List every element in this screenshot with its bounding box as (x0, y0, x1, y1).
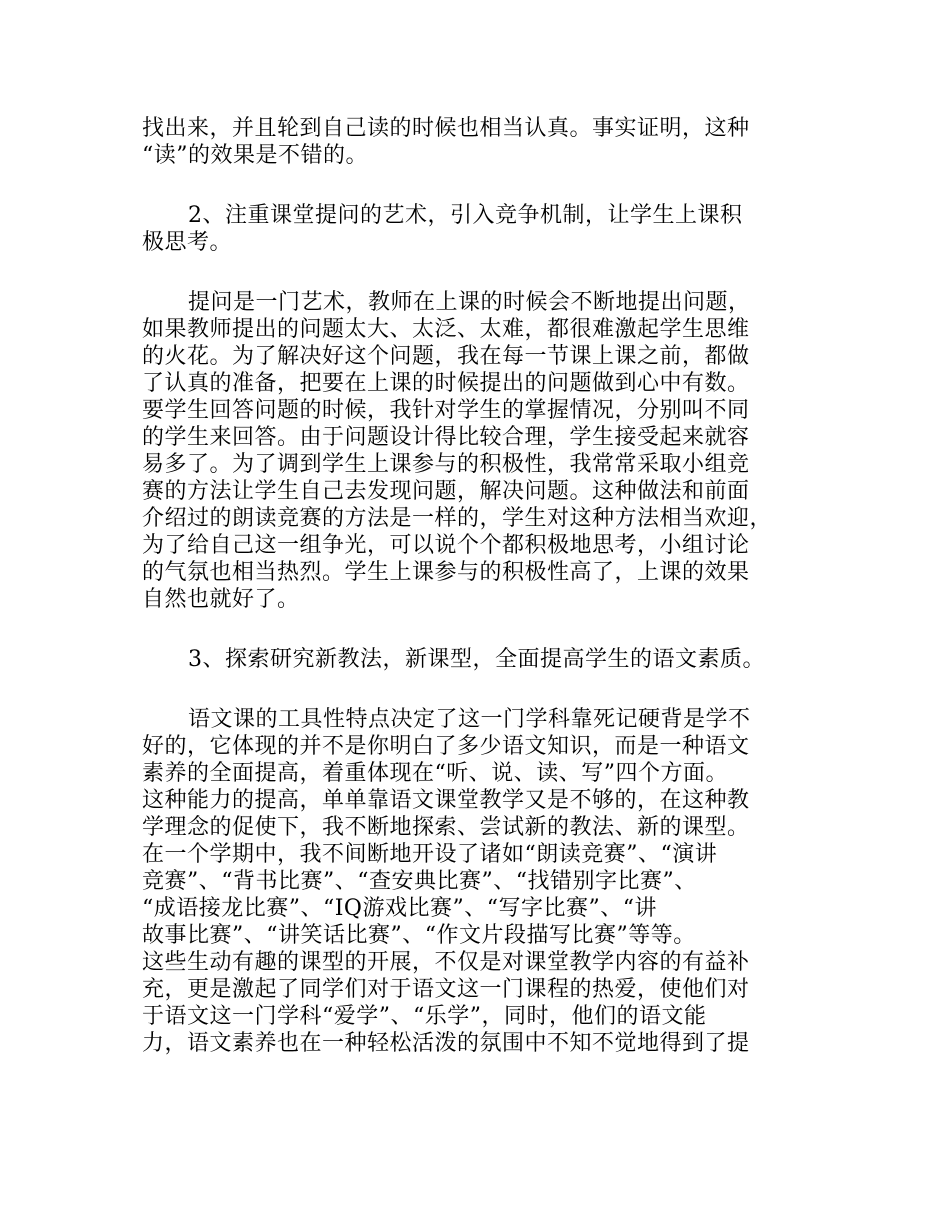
text-line: 要学生回答问题的时候，我针对学生的掌握情况，分别叫不同 (142, 398, 750, 423)
text-line: 的气氛也相当热烈。学生上课参与的积极性高了，上课的效果 (142, 560, 750, 585)
section-heading: 3、探索研究新教法，新课型，全面提高学生的语文素质。 (188, 647, 765, 672)
text-line: 这种能力的提高，单单靠语文课堂教学又是不够的，在这种教 (142, 788, 750, 813)
text-line: 于语文这一门学科“爱学”、“乐学”，同时，他们的语文能 (142, 1004, 707, 1029)
text-line: 好的，它体现的并不是你明白了多少语文知识，而是一种语文 (142, 734, 750, 759)
text-line: “读”的效果是不错的。 (142, 143, 368, 168)
text-line: 找出来，并且轮到自己读的时候也相当认真。事实证明，这种 (142, 116, 750, 141)
text-line: 提问是一门艺术，教师在上课的时候会不断地提出问题， (188, 290, 751, 315)
text-line: 易多了。为了调到学生上课参与的积极性，我常常采取小组竞 (142, 452, 750, 477)
text-line: 语文课的工具性特点决定了这一门学科靠死记硬背是学不 (188, 707, 751, 732)
text-line: 在一个学期中，我不间断地开设了诸如“朗读竞赛”、“演讲 (142, 842, 718, 867)
section-heading: 2、注重课堂提问的艺术，引入竞争机制，让学生上课积 (188, 203, 743, 228)
text-line: 介绍过的朗读竞赛的方法是一样的，学生对这种方法相当欢迎， (142, 506, 773, 531)
text-line: 如果教师提出的问题太大、太泛、太难，都很难激起学生思维 (142, 317, 750, 342)
text-line: 力，语文素养也在一种轻松活泼的氛围中不知不觉地得到了提 (142, 1031, 750, 1056)
text-line: 学理念的促使下，我不断地探索、尝试新的教法、新的课型。 (142, 815, 750, 840)
text-line: 充，更是激起了同学们对于语文这一门课程的热爱，使他们对 (142, 977, 750, 1002)
text-line: 素养的全面提高，着重体现在“听、说、读、写”四个方面。 (142, 761, 728, 786)
text-line: 的学生来回答。由于问题设计得比较合理，学生接受起来就容 (142, 425, 750, 450)
text-line: 竞赛”、“背书比赛”、“查安典比赛”、“找错别字比赛”、 (142, 869, 697, 894)
text-line: 故事比赛”、“讲笑话比赛”、“作文片段描写比赛”等等。 (142, 923, 696, 948)
text-line: “成语接龙比赛”、“IQ游戏比赛”、“写字比赛”、“讲 (142, 896, 657, 921)
text-line: 了认真的准备，把要在上课的时候提出的问题做到心中有数。 (142, 371, 750, 396)
text-line: 赛的方法让学生自己去发现问题，解决问题。这种做法和前面 (142, 479, 750, 504)
section-heading: 极思考。 (142, 230, 233, 255)
text-line: 为了给自己这一组争光，可以说个个都积极地思考，小组讨论 (142, 533, 750, 558)
text-line: 自然也就好了。 (142, 587, 300, 612)
text-line: 这些生动有趣的课型的开展，不仅是对课堂教学内容的有益补 (142, 950, 750, 975)
text-line: 的火花。为了解决好这个问题，我在每一节课上课之前，都做 (142, 344, 750, 369)
